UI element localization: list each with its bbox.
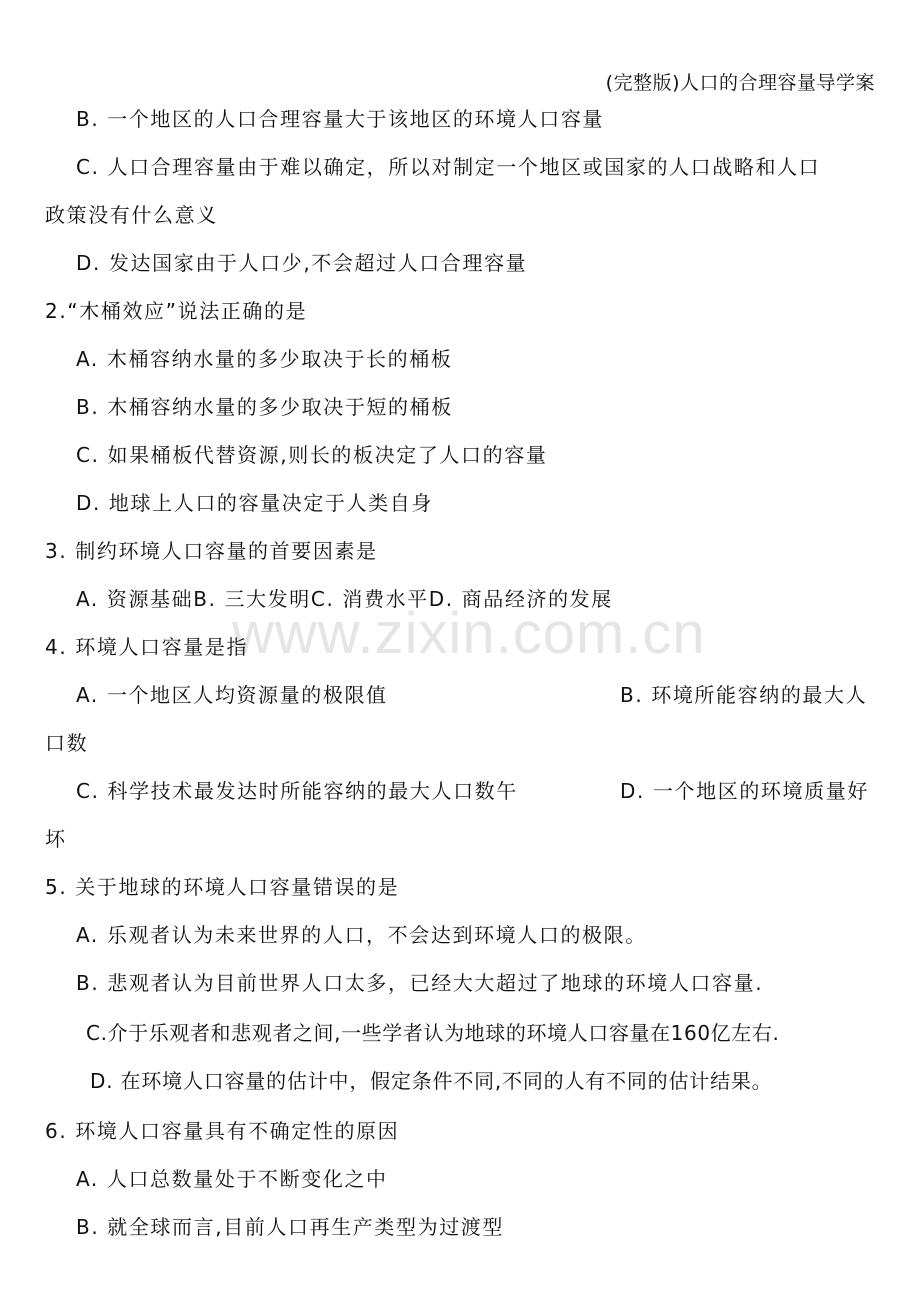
- option-4d: D. 一个地区的环境质量好: [620, 779, 869, 803]
- option-5b: B. 悲观者认为目前世界人口太多，已经大大超过了地球的环境人口容量.: [76, 971, 764, 995]
- option-1b: B. 一个地区的人口合理容量大于该地区的环境人口容量: [76, 107, 605, 131]
- option-4b: B. 环境所能容纳的最大人: [620, 683, 868, 707]
- option-4c: C. 科学技术最发达时所能容纳的最大人口数午: [76, 779, 518, 803]
- option-2a: A. 木桶容纳水量的多少取决于长的桶板: [76, 347, 453, 371]
- option-6b: B. 就全球而言,目前人口再生产类型为过渡型: [76, 1215, 504, 1239]
- option-1c-continued: 政策没有什么意义: [45, 203, 218, 227]
- option-1c: C. 人口合理容量由于难以确定，所以对制定一个地区或国家的人口战略和人口: [76, 155, 821, 179]
- options-3: A. 资源基础B. 三大发明C. 消费水平D. 商品经济的发展: [76, 587, 613, 611]
- option-4a: A. 一个地区人均资源量的极限值: [76, 683, 388, 707]
- option-6a: A. 人口总数量处于不断变化之中: [76, 1167, 388, 1191]
- question-5: 5. 关于地球的环境人口容量错误的是: [45, 875, 400, 899]
- option-5c: C.介于乐观者和悲观者之间,一些学者认为地球的环境人口容量在160亿左右.: [86, 1021, 780, 1045]
- option-2c: C. 如果桶板代替资源,则长的板决定了人口的容量: [76, 443, 548, 467]
- question-3: 3. 制约环境人口容量的首要因素是: [45, 539, 378, 563]
- option-2d: D. 地球上人口的容量决定于人类自身: [76, 491, 433, 515]
- option-2b: B. 木桶容纳水量的多少取决于短的桶板: [76, 395, 453, 419]
- option-4d-continued: 坏: [45, 827, 67, 851]
- question-2: 2.“木桶效应”说法正确的是: [45, 299, 308, 323]
- option-4b-continued: 口数: [45, 731, 89, 755]
- option-5d: D. 在环境人口容量的估计中，假定条件不同,不同的人有不同的估计结果。: [90, 1069, 773, 1093]
- question-4: 4. 环境人口容量是指: [45, 635, 249, 659]
- watermark: www.zixin.com.cn: [232, 601, 706, 666]
- option-5a: A. 乐观者认为未来世界的人口，不会达到环境人口的极限。: [76, 923, 647, 947]
- document-header-title: (完整版)人口的合理容量导学案: [605, 72, 875, 94]
- option-1d: D. 发达国家由于人口少,不会超过人口合理容量: [76, 251, 528, 275]
- question-6: 6. 环境人口容量具有不确定性的原因: [45, 1119, 400, 1143]
